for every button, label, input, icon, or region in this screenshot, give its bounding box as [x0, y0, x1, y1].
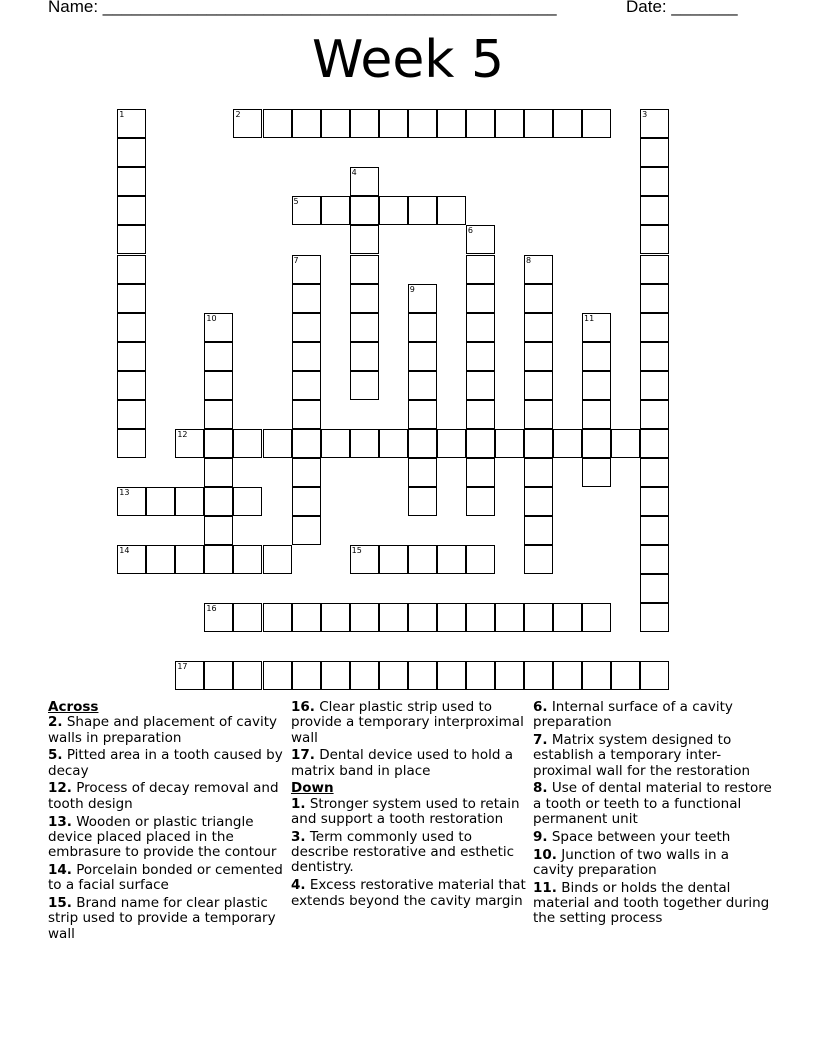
crossword-cell[interactable]: [466, 661, 495, 690]
clue-item: [48, 896, 286, 942]
crossword-cell[interactable]: [466, 225, 495, 254]
crossword-cell[interactable]: [553, 429, 582, 458]
clue-item: [291, 830, 527, 876]
crossword-cell[interactable]: [640, 487, 669, 516]
crossword-cell[interactable]: [233, 661, 262, 690]
clue-item: [48, 815, 286, 861]
clue-number: 5.: [48, 747, 63, 764]
crossword-cell[interactable]: [640, 196, 669, 225]
crossword-cell[interactable]: [117, 109, 146, 138]
cell-number: 17: [177, 662, 188, 672]
crossword-cell[interactable]: [466, 458, 495, 487]
clues-column-3: [533, 700, 773, 929]
crossword-cell[interactable]: [466, 109, 495, 138]
crossword-cell[interactable]: [117, 284, 146, 313]
clue-number: 9.: [533, 828, 548, 845]
crossword-cell[interactable]: [437, 603, 466, 632]
cell-number: 6: [467, 226, 473, 236]
crossword-cell[interactable]: [408, 661, 437, 690]
crossword-cell[interactable]: [466, 342, 495, 371]
crossword-cell[interactable]: [582, 400, 611, 429]
crossword-cell[interactable]: [321, 603, 350, 632]
crossword-cell[interactable]: [146, 545, 175, 574]
clue-text: Binds or holds the dental material and tooth together during the setting process: [533, 879, 770, 927]
crossword-cell[interactable]: [204, 313, 233, 342]
crossword-cell[interactable]: [117, 545, 146, 574]
crossword-cell[interactable]: [204, 545, 233, 574]
crossword-cell[interactable]: [466, 284, 495, 313]
clues-column-2: [291, 700, 527, 911]
crossword-cell[interactable]: [292, 284, 321, 313]
crossword-cell[interactable]: [204, 371, 233, 400]
clue-item: [291, 748, 527, 779]
crossword-cell[interactable]: [263, 429, 292, 458]
clue-number: 3.: [291, 828, 306, 845]
crossword-cell[interactable]: [233, 545, 262, 574]
clue-number: 6.: [533, 699, 548, 715]
crossword-cell[interactable]: [524, 313, 553, 342]
clue-text: Pitted area in a tooth caused by decay: [48, 747, 283, 779]
crossword-cell[interactable]: [408, 429, 437, 458]
crossword-cell[interactable]: [495, 603, 524, 632]
clue-number: 7.: [533, 732, 548, 749]
crossword-cell[interactable]: [292, 196, 321, 225]
crossword-cell[interactable]: [640, 109, 669, 138]
clue-item: [48, 863, 286, 894]
crossword-cell[interactable]: [379, 661, 408, 690]
clue-number: 15.: [48, 895, 72, 912]
crossword-cell[interactable]: [204, 342, 233, 371]
crossword-cell[interactable]: [292, 400, 321, 429]
crossword-cell[interactable]: [640, 545, 669, 574]
crossword-cell[interactable]: [204, 458, 233, 487]
clue-number: 1.: [291, 795, 306, 812]
crossword-cell[interactable]: [117, 255, 146, 284]
crossword-cell[interactable]: [350, 167, 379, 196]
clue-item: [291, 878, 527, 909]
crossword-cell[interactable]: [350, 255, 379, 284]
clue-number: 2.: [48, 714, 63, 731]
crossword-cell[interactable]: [292, 313, 321, 342]
clues-column-1: [48, 700, 286, 944]
crossword-cell[interactable]: [582, 603, 611, 632]
clue-text: Shape and placement of cavity walls in preparation: [48, 714, 278, 746]
crossword-cell[interactable]: [292, 458, 321, 487]
crossword-cell[interactable]: [117, 196, 146, 225]
crossword-cell[interactable]: [292, 487, 321, 516]
clue-text: Matrix system designed to establish a temporary inter-proximal wall for the restoration: [533, 732, 751, 779]
clue-text: Space between your teeth: [547, 828, 731, 845]
crossword-cell[interactable]: [204, 516, 233, 545]
crossword-cell[interactable]: [233, 429, 262, 458]
crossword-cell[interactable]: [466, 313, 495, 342]
crossword-cell[interactable]: [408, 603, 437, 632]
crossword-cell[interactable]: [466, 400, 495, 429]
crossword-cell[interactable]: [553, 603, 582, 632]
clue-number: 14.: [48, 861, 72, 878]
cell-number: 5: [293, 197, 299, 207]
crossword-cell[interactable]: [437, 545, 466, 574]
clue-text: Clear plastic strip used to provide a temporary interproximal wall: [291, 699, 524, 746]
crossword-cell[interactable]: [350, 545, 379, 574]
crossword-cell[interactable]: [321, 661, 350, 690]
clue-text: Use of dental material to restore a tooth or teeth to a functional permanent unit: [533, 780, 772, 828]
crossword-cell[interactable]: [408, 196, 437, 225]
crossword-cell[interactable]: [350, 371, 379, 400]
crossword-cell[interactable]: [233, 603, 262, 632]
clue-item: [533, 700, 773, 731]
crossword-cell[interactable]: [117, 429, 146, 458]
crossword-cell[interactable]: [204, 661, 233, 690]
crossword-cell[interactable]: [408, 487, 437, 516]
page-title: Week 5: [311, 30, 505, 90]
crossword-cell[interactable]: [379, 429, 408, 458]
clue-text: Wooden or plastic triangle device placed placed in the embrasure to provide the contour: [48, 813, 277, 861]
crossword-cell[interactable]: [437, 429, 466, 458]
crossword-cell[interactable]: [582, 109, 611, 138]
crossword-cell[interactable]: [204, 603, 233, 632]
crossword-cell[interactable]: [204, 487, 233, 516]
crossword-cell[interactable]: [640, 371, 669, 400]
clue-item: [533, 881, 773, 927]
crossword-cell[interactable]: [117, 138, 146, 167]
crossword-cell[interactable]: [117, 487, 146, 516]
clue-item: [533, 830, 773, 845]
crossword-cell[interactable]: [321, 109, 350, 138]
clue-text: Process of decay removal and tooth design: [48, 780, 279, 812]
clue-text: Excess restorative material that extends beyond the cavity margin: [291, 877, 526, 909]
cell-number: 12: [177, 429, 188, 439]
crossword-cell[interactable]: [408, 458, 437, 487]
crossword-cell[interactable]: [466, 603, 495, 632]
crossword-cell[interactable]: [146, 487, 175, 516]
crossword-cell[interactable]: [553, 109, 582, 138]
crossword-cell[interactable]: [466, 255, 495, 284]
crossword-cell[interactable]: [553, 661, 582, 690]
crossword-cell[interactable]: [379, 196, 408, 225]
crossword-cell[interactable]: [524, 429, 553, 458]
crossword-cell[interactable]: [640, 342, 669, 371]
crossword-cell[interactable]: [292, 255, 321, 284]
crossword-cell[interactable]: [233, 109, 262, 138]
name-field-label: Name: ________________________________________________: [48, 0, 557, 16]
crossword-cell[interactable]: [466, 545, 495, 574]
crossword-cell[interactable]: [524, 109, 553, 138]
crossword-cell[interactable]: [408, 342, 437, 371]
clue-text: Dental device used to hold a matrix band in place: [291, 747, 514, 779]
clue-item: [48, 748, 286, 779]
crossword-cell[interactable]: [437, 109, 466, 138]
clue-text: Internal surface of a cavity preparation: [533, 699, 733, 731]
crossword-cell[interactable]: [640, 516, 669, 545]
crossword-cell[interactable]: [292, 109, 321, 138]
crossword-cell[interactable]: [292, 429, 321, 458]
clue-item: [291, 700, 527, 746]
clue-item: [533, 733, 773, 779]
crossword-cell[interactable]: [175, 487, 204, 516]
crossword-cell[interactable]: [582, 313, 611, 342]
crossword-cell[interactable]: [466, 429, 495, 458]
crossword-cell[interactable]: [408, 313, 437, 342]
crossword-cell[interactable]: [408, 545, 437, 574]
crossword-cell[interactable]: [263, 109, 292, 138]
clue-item: [48, 781, 286, 812]
cell-number: 1: [119, 110, 125, 120]
cell-number: 10: [206, 313, 217, 323]
date-field-label: Date: _______: [626, 0, 738, 16]
crossword-cell[interactable]: [524, 545, 553, 574]
cell-number: 11: [584, 313, 595, 323]
crossword-cell[interactable]: [350, 313, 379, 342]
crossword-cell[interactable]: [175, 545, 204, 574]
crossword-cell[interactable]: [379, 603, 408, 632]
crossword-cell[interactable]: [292, 371, 321, 400]
crossword-cell[interactable]: [582, 371, 611, 400]
crossword-cell[interactable]: [611, 429, 640, 458]
crossword-cell[interactable]: [117, 167, 146, 196]
clue-item: [533, 848, 773, 879]
clue-number: 8.: [533, 780, 548, 797]
crossword-cell[interactable]: [350, 225, 379, 254]
cell-number: 15: [351, 546, 362, 555]
crossword-cell[interactable]: [292, 516, 321, 545]
crossword-cell[interactable]: [524, 487, 553, 516]
crossword-cell[interactable]: [495, 429, 524, 458]
crossword-cell[interactable]: [611, 661, 640, 690]
crossword-cell[interactable]: [117, 313, 146, 342]
down-heading: Down: [291, 780, 334, 797]
cell-number: 4: [351, 168, 357, 178]
clue-number: 4.: [291, 877, 306, 894]
clue-number: 12.: [48, 780, 72, 797]
crossword-cell[interactable]: [117, 371, 146, 400]
crossword-cell[interactable]: [640, 225, 669, 254]
clue-text: Porcelain bonded or cemented to a facial surface: [48, 861, 283, 894]
crossword-cell[interactable]: [350, 429, 379, 458]
crossword-cell[interactable]: [582, 342, 611, 371]
clue-number: 17.: [291, 747, 315, 764]
clue-number: 10.: [533, 846, 557, 863]
crossword-cell[interactable]: [175, 429, 204, 458]
crossword-cell[interactable]: [582, 429, 611, 458]
crossword-cell[interactable]: [640, 167, 669, 196]
crossword-cell[interactable]: [379, 545, 408, 574]
crossword-cell[interactable]: [524, 342, 553, 371]
crossword-cell[interactable]: [292, 603, 321, 632]
crossword-cell[interactable]: [379, 109, 408, 138]
crossword-cell[interactable]: [640, 661, 669, 690]
crossword-cell[interactable]: [321, 429, 350, 458]
crossword-cell[interactable]: [350, 109, 379, 138]
crossword-cell[interactable]: [233, 487, 262, 516]
crossword-cell[interactable]: [466, 487, 495, 516]
crossword-cell[interactable]: [350, 284, 379, 313]
crossword-cell[interactable]: [524, 661, 553, 690]
crossword-cell[interactable]: [350, 342, 379, 371]
clue-text: Junction of two walls in a cavity preparation: [533, 846, 730, 878]
crossword-cell[interactable]: [408, 400, 437, 429]
cell-number: 13: [119, 487, 130, 497]
crossword-cell[interactable]: [204, 429, 233, 458]
crossword-cell[interactable]: [495, 109, 524, 138]
cell-number: 14: [119, 546, 130, 555]
crossword-cell[interactable]: [640, 255, 669, 284]
clue-item: [48, 715, 286, 746]
cell-number: 8: [525, 255, 532, 265]
cell-number: 7: [293, 255, 299, 265]
clue-text: Stronger system used to retain and support a tooth restoration: [291, 795, 520, 828]
crossword-cell[interactable]: [263, 545, 292, 574]
clue-text: Term commonly used to describe restorative and esthetic dentistry.: [291, 828, 515, 876]
crossword-cell[interactable]: [640, 138, 669, 167]
clue-number: 11.: [533, 879, 557, 896]
crossword-cell[interactable]: [582, 661, 611, 690]
crossword-cell[interactable]: [640, 400, 669, 429]
clue-number: 16.: [291, 699, 315, 715]
crossword-cell[interactable]: [437, 196, 466, 225]
crossword-cell[interactable]: [495, 661, 524, 690]
crossword-cell[interactable]: [321, 196, 350, 225]
crossword-cell[interactable]: [524, 284, 553, 313]
clue-number: 13.: [48, 813, 72, 830]
crossword-cell[interactable]: [640, 603, 669, 632]
crossword-cell[interactable]: [640, 574, 669, 603]
crossword-cell[interactable]: [408, 371, 437, 400]
crossword-cell[interactable]: [175, 661, 204, 690]
crossword-cell[interactable]: [640, 458, 669, 487]
crossword-cell[interactable]: [263, 603, 292, 632]
crossword-cell[interactable]: [640, 313, 669, 342]
crossword-cell[interactable]: [437, 661, 466, 690]
crossword-cell[interactable]: [117, 225, 146, 254]
cell-number: 3: [642, 110, 648, 120]
crossword-cell[interactable]: [263, 661, 292, 690]
crossword-cell[interactable]: [350, 603, 379, 632]
crossword-cell[interactable]: [408, 284, 437, 313]
clue-text: Brand name for clear plastic strip used to provide a temporary wall: [48, 895, 276, 942]
cell-number: 9: [409, 284, 415, 294]
crossword-cell[interactable]: [524, 371, 553, 400]
crossword-cell[interactable]: [350, 196, 379, 225]
across-heading: Across: [48, 699, 99, 715]
crossword-cell[interactable]: [204, 400, 233, 429]
crossword-cell[interactable]: [466, 371, 495, 400]
crossword-cell[interactable]: [292, 342, 321, 371]
crossword-cell[interactable]: [524, 255, 553, 284]
crossword-cell[interactable]: [640, 284, 669, 313]
crossword-cell[interactable]: [350, 661, 379, 690]
crossword-cell[interactable]: [640, 429, 669, 458]
crossword-cell[interactable]: [524, 516, 553, 545]
crossword-cell[interactable]: [582, 458, 611, 487]
crossword-cell[interactable]: [292, 661, 321, 690]
crossword-cell[interactable]: [117, 342, 146, 371]
crossword-cell[interactable]: [524, 400, 553, 429]
crossword-cell[interactable]: [408, 109, 437, 138]
clue-item: [533, 781, 773, 827]
cell-number: 2: [235, 110, 241, 120]
crossword-cell[interactable]: [524, 458, 553, 487]
cell-number: 16: [206, 604, 217, 614]
clue-item: [291, 797, 527, 828]
crossword-cell[interactable]: [524, 603, 553, 632]
crossword-cell[interactable]: [117, 400, 146, 429]
